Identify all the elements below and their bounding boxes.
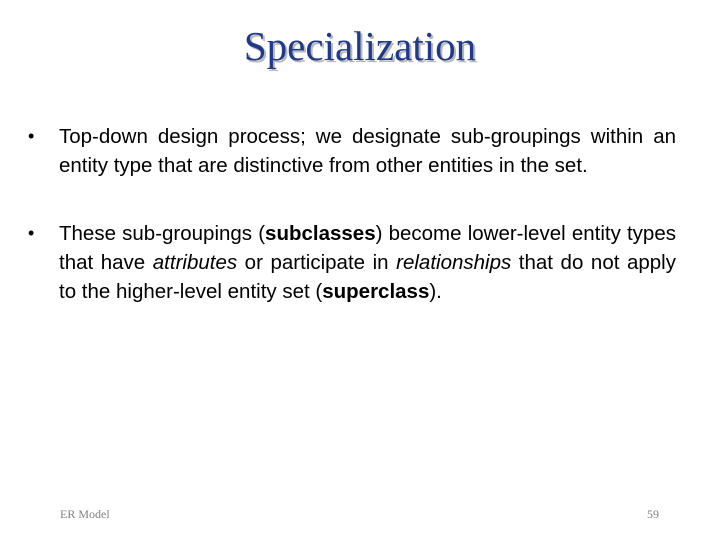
page-number: 59 [647,507,659,521]
bullet-icon: • [28,126,35,146]
text-segment: ). [429,280,442,303]
bullet-item-subclasses [28,219,676,306]
bullet-item-design-process [28,122,676,180]
text-segment: These sub-groupings ( [59,222,266,245]
italic-term-attributes: attributes [152,251,238,274]
bullet-icon: • [28,223,35,243]
slide-title: Specialization [243,23,477,69]
bold-term-subclasses: subclasses [265,222,376,245]
footer-label: ER Model [60,507,110,521]
italic-term-relationships: relationships [396,251,512,274]
bullet-list [28,122,676,306]
text-segment: or participate in [237,251,397,274]
bullet-text [59,222,676,303]
text-segment: ) become lower-level entity types that have [59,222,676,274]
text-segment: that do not apply to the higher-level entity set ( [59,251,676,303]
bullet-text: Top-down design process; we designate sub-groupings within an entity type that are distinctive from other entities in the set. [59,125,676,177]
bold-term-superclass: superclass [322,280,430,303]
